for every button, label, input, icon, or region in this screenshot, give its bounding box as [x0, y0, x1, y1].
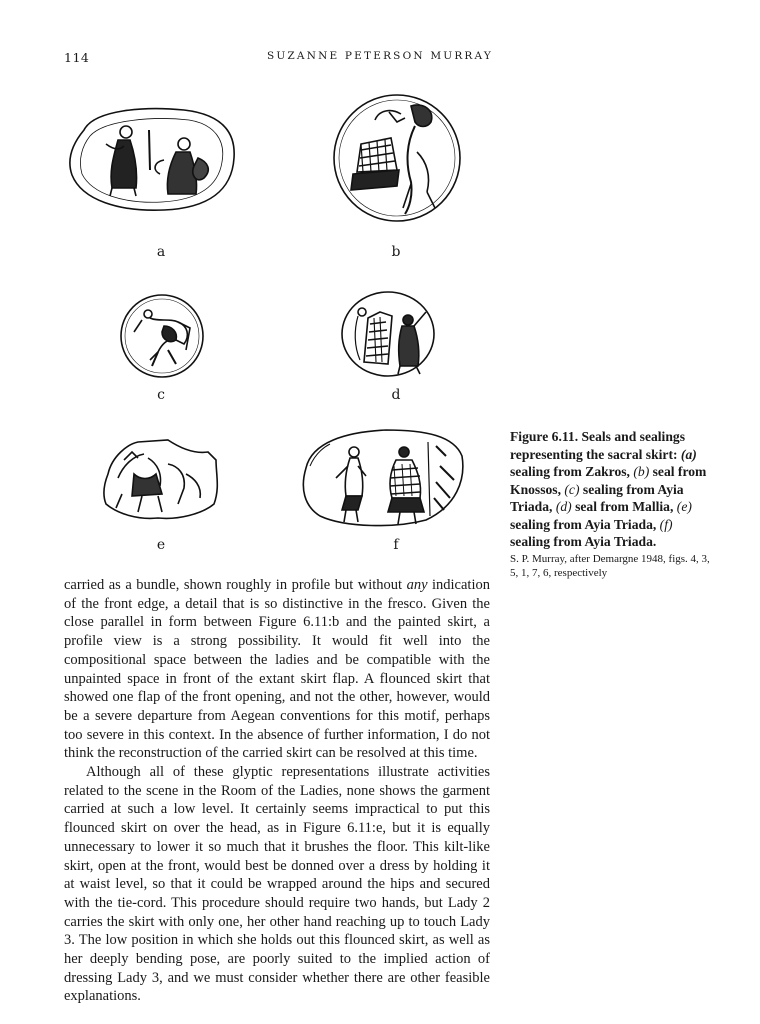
panel-label-f: f	[393, 537, 399, 553]
caption-credit: S. P. Murray, after Demargne 1948, figs. 4, 3, 5, 1, 7, 6, respectively	[510, 552, 710, 579]
panel-label-d: d	[391, 387, 401, 403]
caption-text-e: sealing from Ayia Triada,	[510, 516, 657, 532]
page-number: 114	[64, 50, 90, 65]
caption-text-a: sealing from Zakros,	[510, 464, 630, 479]
caption-tag-f: (f)	[659, 516, 673, 532]
seal-image-e	[98, 434, 222, 526]
panel-label-c: c	[157, 387, 165, 403]
body-text	[64, 576, 490, 1006]
caption-title: Figure 6.11. Seals and sealings representing the sacral skirt:	[510, 429, 685, 462]
seal-image-b	[331, 92, 463, 224]
seal-image-d	[340, 290, 436, 378]
caption-tag-b: (b)	[633, 464, 650, 479]
panel-label-b: b	[391, 244, 401, 260]
seal-image-a	[64, 100, 240, 215]
caption-text-f: sealing from Ayia Triada.	[510, 534, 657, 549]
caption-tag-a: (a)	[680, 446, 697, 462]
paragraph-1: carried as a bundle, shown roughly in profile but without any indication of the front edge, a detail that is so distinctive in the fresco. Given the close parallel in form between Figure 6.11:b and the painted skirt, a profile view is a strong possibility. It would fit well into the compositional space between the ladies and be compatible with the unpainted space in front of the extant skirt flap. A flounced skirt that showed one flap of the front opening, and not the other, however, would be a severe departure from Aegean conventions for this motif, perhaps too severe in this context. In the absence of further information, I do not think the reconstruction of the carried skirt can be resolved at this time.	[64, 577, 490, 762]
caption-text-d: seal from Mallia,	[575, 499, 674, 514]
caption-text-c: sealing from Ayia Triada,	[510, 481, 684, 514]
running-header: SUZANNE PETERSON MURRAY	[266, 50, 494, 62]
figure-caption	[510, 428, 710, 580]
caption-tag-e: (e)	[676, 499, 692, 514]
panel-label-e: e	[156, 537, 166, 553]
caption-tag-d: (d)	[555, 499, 572, 514]
caption-tag-c: (c)	[564, 481, 580, 497]
panel-label-a: a	[156, 244, 166, 260]
caption-text-b: seal from Knossos,	[510, 464, 707, 497]
emphasis-any: any	[406, 577, 428, 593]
paragraph-2: Although all of these glyptic representations illustrate activities related to the scene in the Room of the Ladies, none shows the garment carried at such a low level. It certainly seems impractical to put this flounced skirt on over the head, as in Figure 6.11:e, but it is equally unnecessary to lower it so much that it brushes the floor. This kilt-like skirt, open at the front, would best be donned over a dress by holding it at waist level, so that it could be wrapped around the hips and secured with the tie-cord. This procedure should require two hands, but Lady 2 carries the skirt with only one, her other hand reaching up to touch Lady 3. The low position in which she holds out this flounced skirt, as well as her deeply bending pose, are poorly suited to the implied action of dressing Lady 3, and we must consider whether there are other feasible explanations.	[64, 764, 490, 1005]
seal-image-f	[296, 426, 468, 530]
seal-image-c	[118, 292, 206, 380]
